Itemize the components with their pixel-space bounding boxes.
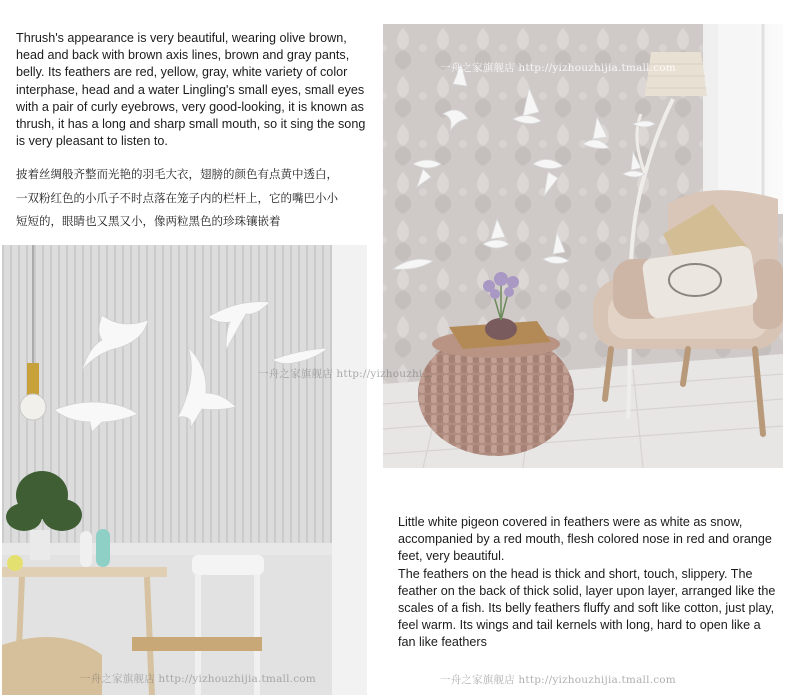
intro-chinese-line: 一双粉红色的小爪子不时点落在笼子内的栏杆上，它的嘴巴小小 (16, 190, 338, 205)
pigeon-paragraph-1: Little white pigeon covered in feathers were as white as snow, accompanied by a red mouth, flesh colored nose in red and orange feet, very beautiful. (398, 515, 772, 564)
intro-chinese-line: 短短的，眼睛也又黑又小，像两粒黑色的珍珠镶嵌着 (16, 214, 281, 228)
intro-chinese-text (16, 163, 366, 234)
watermark-bottom-right: 一舟之家旗舰店 http://yizhouzhijia.tmall.com (440, 674, 676, 686)
living-room-illustration (383, 24, 783, 468)
watermark-dining-bottom: 一舟之家旗舰店 http://yizhouzhijia.tmall.com (80, 673, 316, 685)
pigeon-description (398, 514, 778, 652)
intro-chinese-line: 披着丝绸般齐整而光艳的羽毛大衣，翅膀的颜色有点黄中透白， (16, 167, 338, 181)
watermark-room: 一舟之家旗舰店 http://yizhouzhijia.tmall.com (440, 62, 676, 74)
dining-room-illustration (2, 245, 367, 695)
dining-room-photo (2, 245, 367, 695)
intro-english-text (16, 30, 366, 150)
living-room-photo (383, 24, 783, 468)
intro-english-paragraph: Thrush's appearance is very beautiful, wearing olive brown, head and back with brown axis lines, brown and gray pants, belly. Its feathers are red, yellow, gray, white variety of color interphase, head and a water Lingling's small eyes, small eyes with a pair of curly eyebrows, very good-looking, it is known as thrush, it has a long and sharp small mouth, so it sing the song is very pleasant to listen to. (16, 31, 366, 149)
watermark-dining: 一舟之家旗舰店 http://yizhouzhi... (258, 368, 434, 380)
pigeon-paragraph-2: The feathers on the head is thick and short, touch, slippery. The feather on the back of thick solid, layer upon layer, arranged like the scales of a fish. Its belly feathers fluffy and soft like cotton, just play, feel warm. Its wings and tail kernels with long, hard to open like a fan like feathers (398, 566, 776, 650)
